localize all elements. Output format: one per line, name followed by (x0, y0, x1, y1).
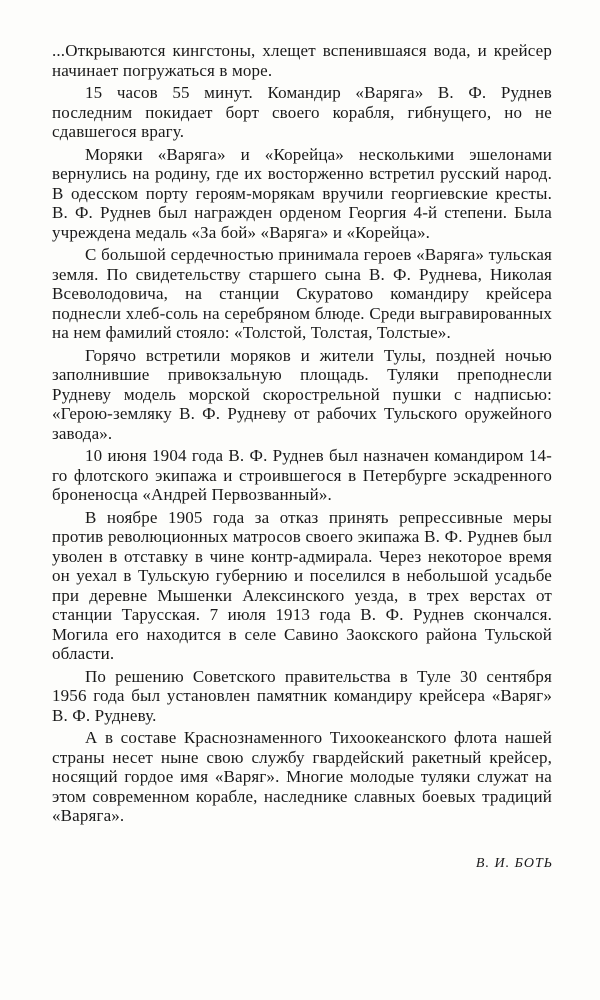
article-text (52, 41, 552, 829)
paragraph-1: ...Открываются кингстоны, хлещет вспенившаяся вода, и крейсер начинает погружаться в море. (52, 41, 552, 80)
paragraph-8: По решению Советского правительства в Туле 30 сентября 1956 года был установлен памятник командиру крейсера «Варяг» В. Ф. Рудневу. (52, 666, 552, 725)
paragraph-3: Моряки «Варяга» и «Корейца» несколькими эшелонами вернулись на родину, где их восторженно встретил русский народ. В одесском порту героям-морякам вручили георгиевские кресты. В. Ф. Руднев был награжден орденом Георгия 4-й степени. Была учреждена медаль «За бой» «Варяга» и «Корейца». (52, 144, 552, 242)
paragraph-2: 15 часов 55 минут. Командир «Варяга» В. Ф. Руднев последним покидает борт своего корабля, гибнущего, но не сдавшегося врагу. (52, 83, 552, 141)
paragraph-4: С большой сердечностью принимала героев «Варяга» тульская земля. По свидетельству старшего сына В. Ф. Руднева, Николая Всеволодовича, на станции Скуратово командиру крейсера поднесли хлеб-соль на серебряном блюде. Среди выгравированных на нем фамилий стояло: «Толстой, Толстая, Толстые». (52, 245, 552, 342)
paragraph-5: Горячо встретили моряков и жители Тулы, поздней ночью заполнившие привокзальную площадь. Туляки преподнесли Рудневу модель морской скорострельной пушки с надписью: «Герою-земляку В. Ф. Рудневу от рабочих Тульского оружейного завода». (52, 345, 552, 443)
paragraph-9: А в составе Краснознаменного Тихоокеанского флота нашей страны несет ныне свою службу гвардейский ракетный крейсер, носящий гордое имя «Варяг». Многие молодые туляки служат на этом современном корабле, наследнике славных боевых традиций «Варяга». (52, 728, 552, 825)
paragraph-7: В ноябре 1905 года за отказ принять репрессивные меры против революционных матросов своего экипажа В. Ф. Руднев был уволен в отставку в чине контр-адмирала. Через некоторое время он уехал в Тульскую губернию и поселился в небольшой усадьбе при деревне Мышенки Алексинского уезда, в трех верстах от станции Тарусская. 7 июля 1913 года В. Ф. Руднев скончался. Могила его находится в селе Савино Заокского района Тульской области. (52, 507, 552, 663)
author-signature: В. И. БОТЬ (475, 856, 553, 871)
paragraph-6: 10 июня 1904 года В. Ф. Руднев был назначен командиром 14-го флотского экипажа и строившегося в Петербурге эскадренного броненосца «Андрей Первозванный». (52, 446, 552, 504)
